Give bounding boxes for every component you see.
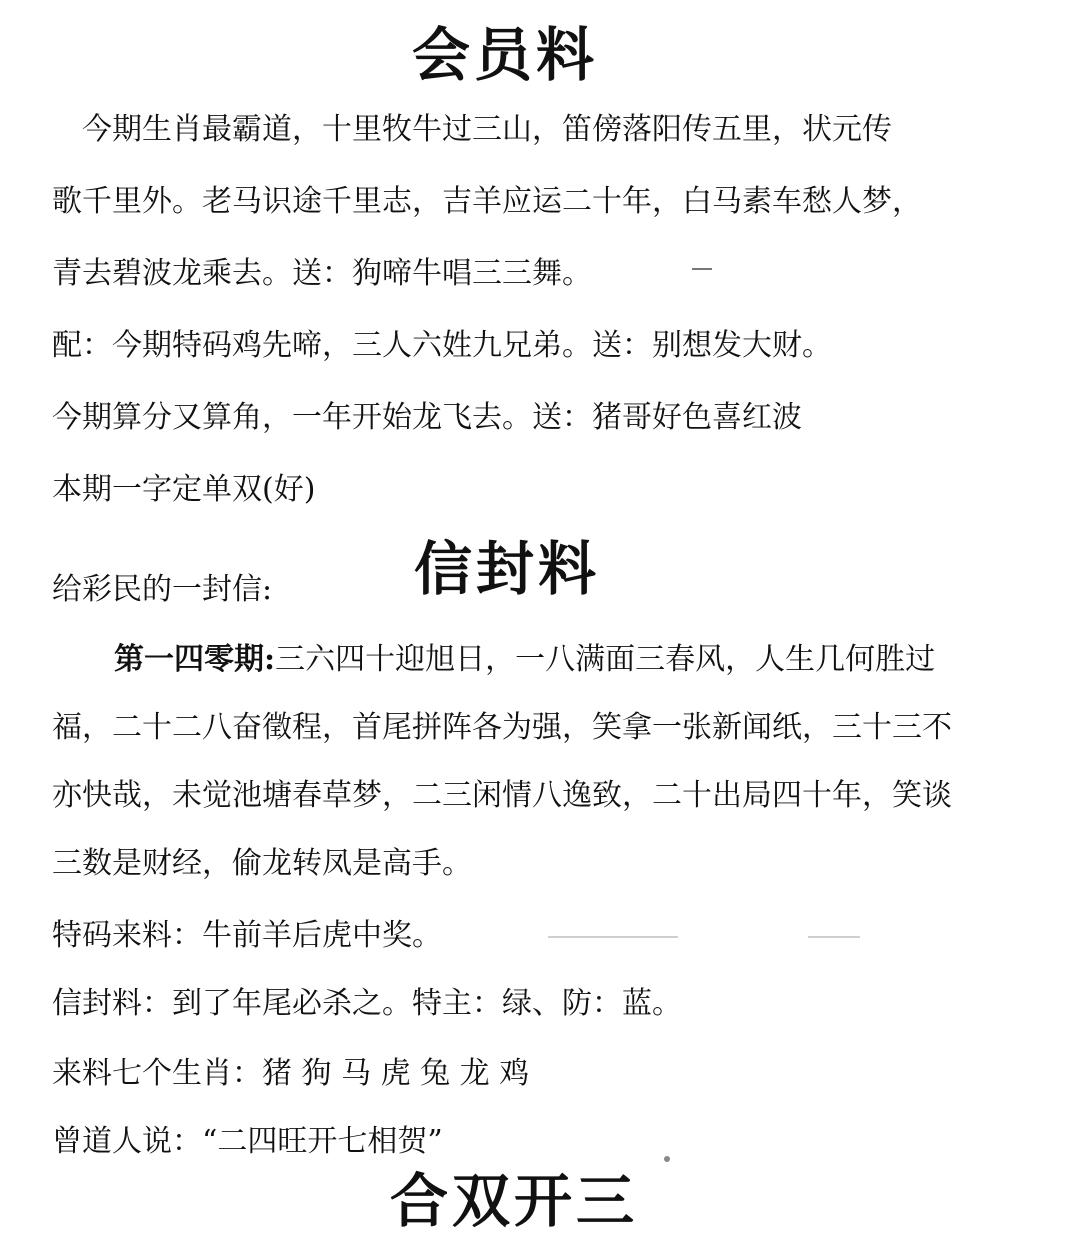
text-line: 青去碧波龙乘去。送：狗啼牛唱三三舞。 bbox=[52, 256, 592, 291]
period-text: 三六四十迎旭日，一八满面三春风，人生几何胜过 bbox=[275, 642, 936, 677]
text-line: 亦快哉，未觉池塘春草梦，二三闲情八逸致，二十出局四十年，笑谈 bbox=[52, 778, 952, 813]
section-title-letter: 信封料 bbox=[414, 535, 601, 603]
text-line: 歌千里外。老马识途千里志，吉羊应运二十年，白马素车愁人梦， bbox=[52, 184, 922, 219]
section-title-result: 合双开三 bbox=[390, 1167, 639, 1235]
scan-speck bbox=[664, 1156, 670, 1162]
letter-intro: 给彩民的一封信: bbox=[52, 572, 273, 607]
text-line: 今期算分又算角，一年开始龙飞去。送：猪哥好色喜红波 bbox=[52, 400, 802, 435]
text-line: 特码来料：牛前羊后虎中奖。 bbox=[52, 918, 442, 953]
scan-speck bbox=[548, 936, 678, 938]
section-title-members: 会员料 bbox=[412, 21, 599, 89]
text-line: 三数是财经，偷龙转凤是高手。 bbox=[52, 846, 472, 881]
text-line: 来料七个生肖：猪 狗 马 虎 兔 龙 鸡 bbox=[52, 1056, 530, 1091]
text-line bbox=[52, 640, 1062, 680]
text-line: 今期生肖最霸道，十里牧牛过三山，笛傍落阳传五里，状元传 bbox=[52, 112, 892, 147]
text-line: 曾道人说：“二四旺开七相贺” bbox=[52, 1124, 443, 1159]
scan-speck bbox=[692, 268, 712, 270]
text-line: 福，二十二八奋徵程，首尾拼阵各为强，笑拿一张新闻纸，三十三不 bbox=[52, 710, 952, 745]
text-line: 本期一字定单双(好) bbox=[52, 472, 316, 507]
period-label: 第一四零期: bbox=[114, 642, 276, 677]
text-line: 配：今期特码鸡先啼，三人六姓九兄弟。送：别想发大财。 bbox=[52, 328, 832, 363]
scan-speck bbox=[808, 936, 860, 938]
text-line: 信封料：到了年尾必杀之。特主：绿、防：蓝。 bbox=[52, 986, 682, 1021]
